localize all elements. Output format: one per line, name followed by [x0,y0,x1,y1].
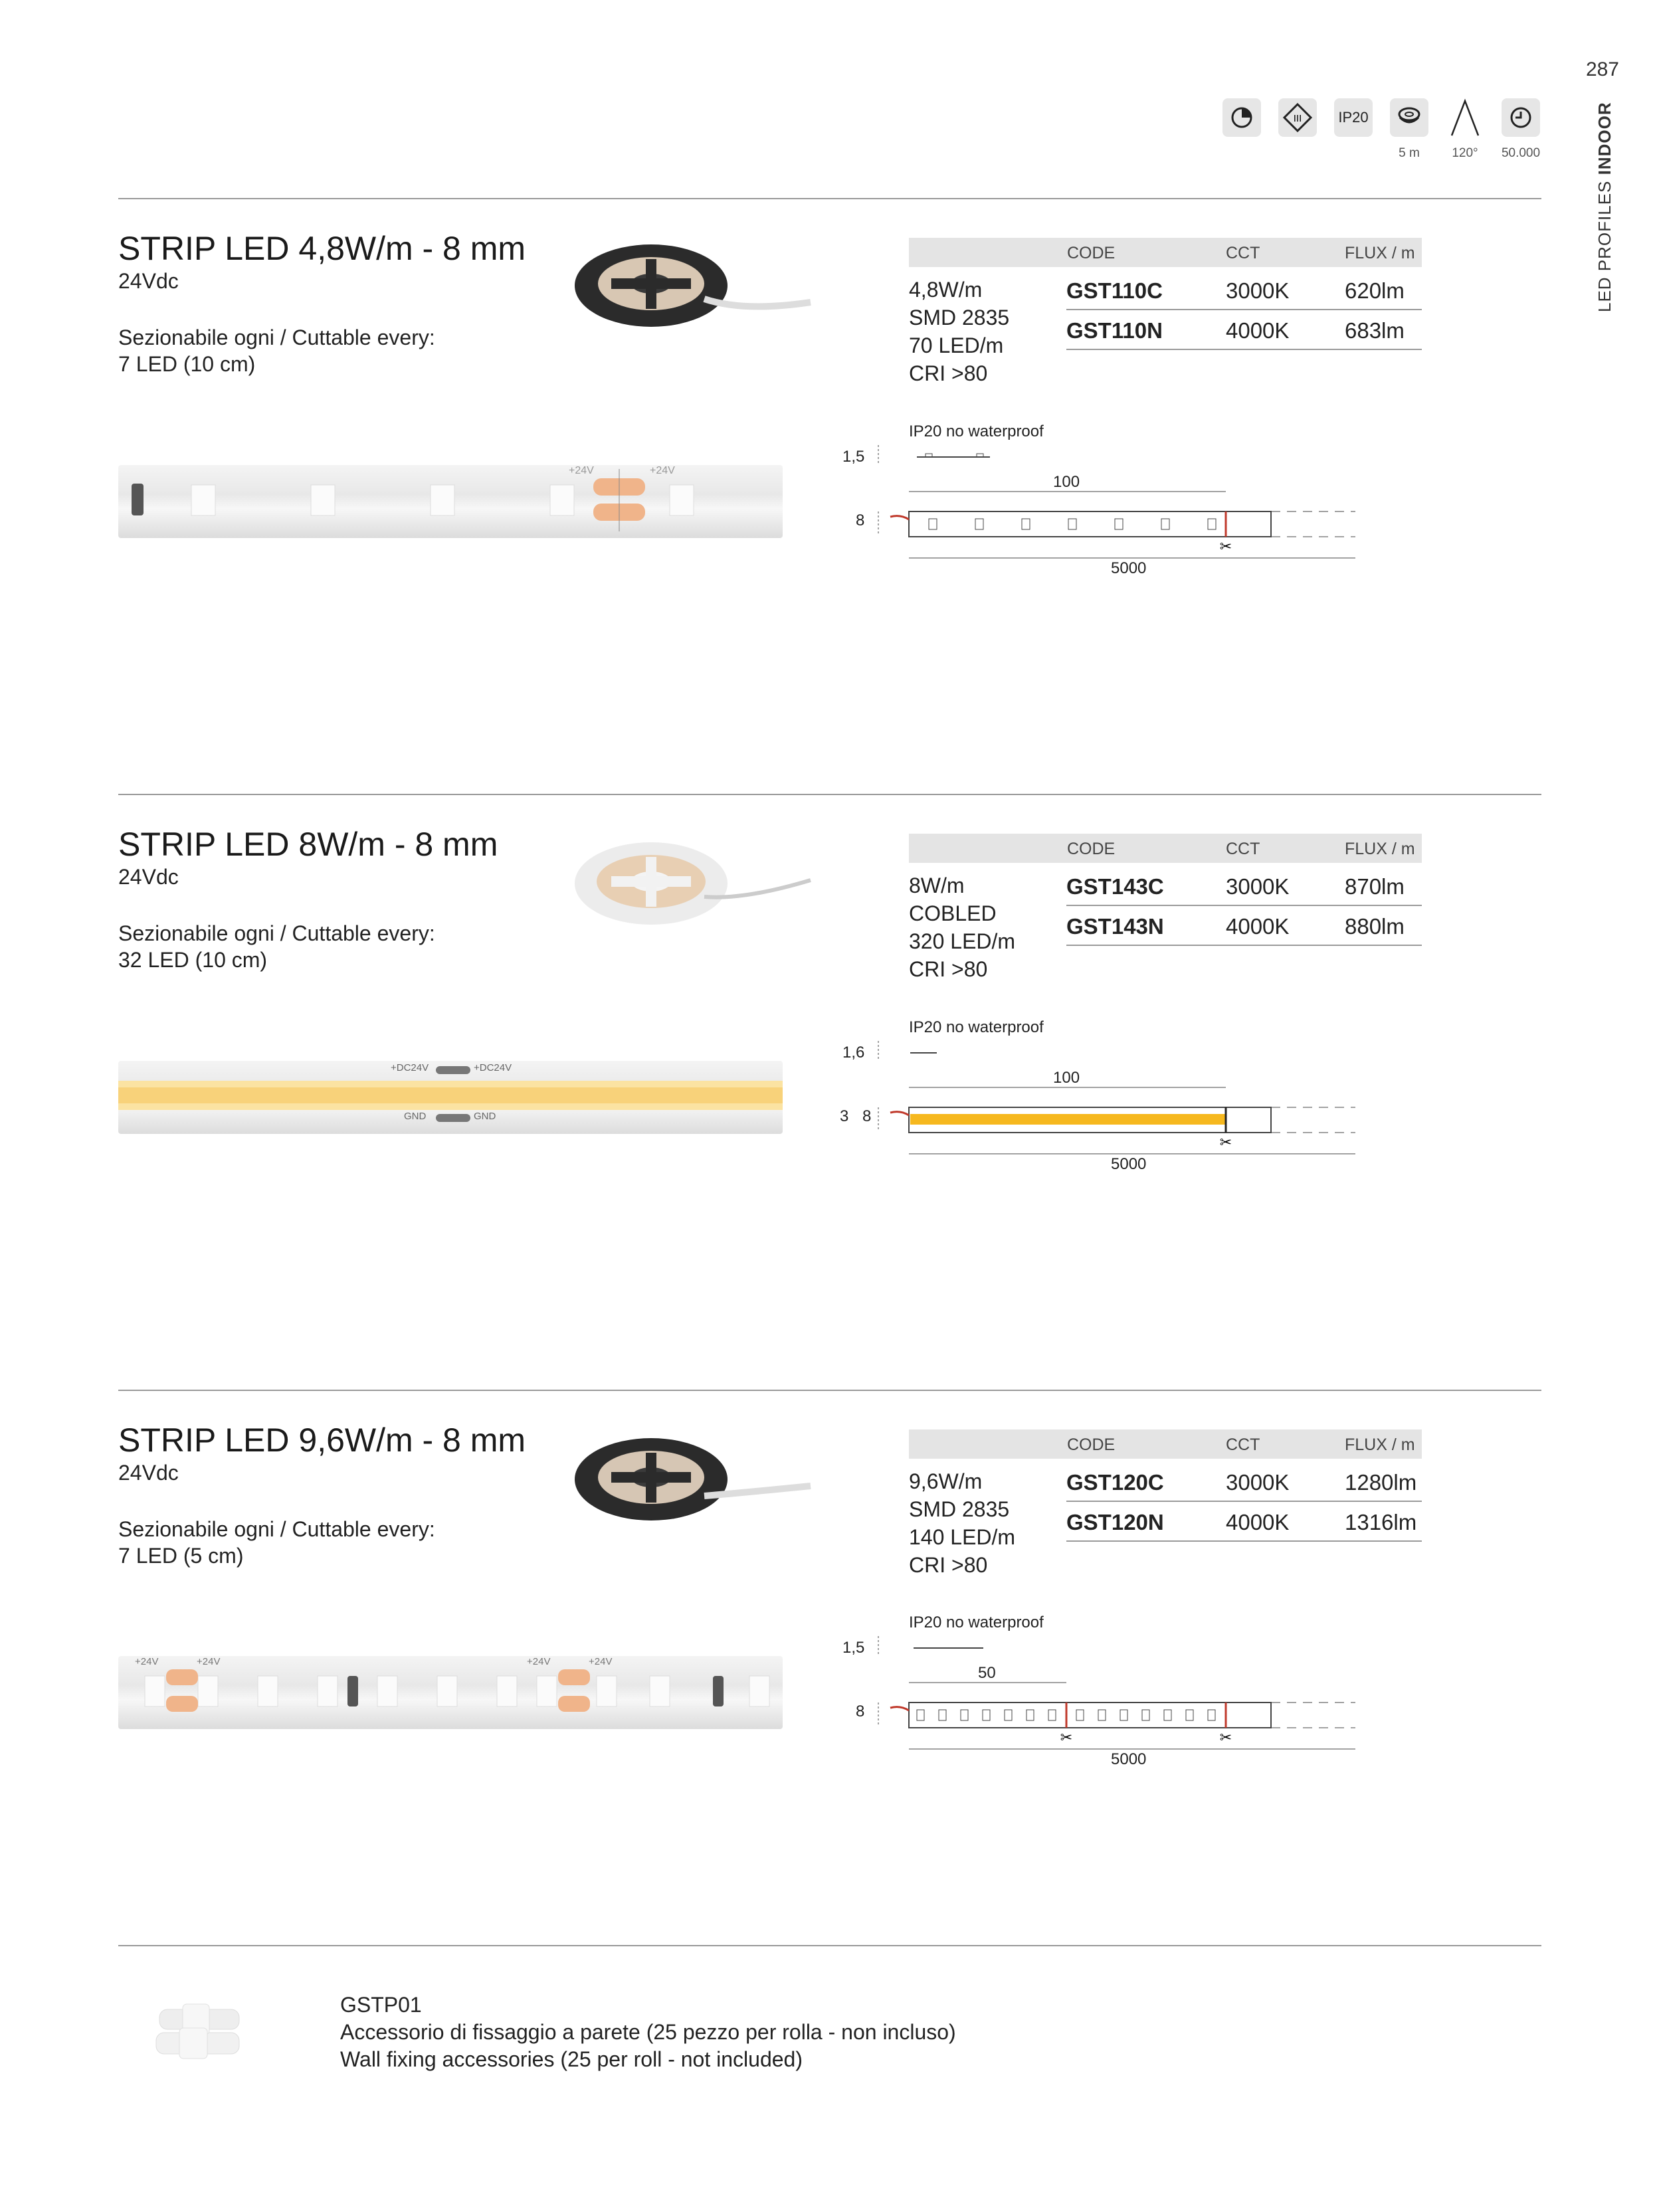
beam-angle-caption: 120° [1452,146,1478,160]
product-reel-image [571,236,817,335]
beam-angle-icon [1446,98,1484,160]
header-code: CODE [1067,244,1116,262]
photo-label: +DC24V [391,1062,429,1073]
accessory-description [340,1991,956,2073]
product-code: GST110C [1066,278,1163,303]
svg-text:✂: ✂ [1219,539,1232,555]
photo-label: GND [404,1111,427,1122]
table-header [909,834,1422,863]
table-row [1066,866,1422,906]
product-voltage: 24Vdc [118,1461,179,1485]
spec-density: 70 LED/m [909,333,1004,357]
product-title: STRIP LED 9,6W/m - 8 mm [118,1422,526,1459]
table-row [1066,310,1422,350]
cut-label: Sezionabile ogni / Cuttable every: [118,325,435,349]
header-code: CODE [1067,1435,1116,1454]
strip-drawing [864,1636,1362,1762]
cut-value: 32 LED (10 cm) [118,948,268,972]
product-flux: 1316lm [1345,1510,1417,1534]
photo-label: +24V [197,1656,221,1667]
spec-power: 8W/m [909,874,965,897]
spec-list [909,276,1009,387]
section-divider [118,1945,1541,1946]
table-row [1066,270,1422,310]
height-dim: 1,6 [842,1044,865,1061]
product-cct: 4000K [1226,914,1290,939]
spec-type: SMD 2835 [909,306,1010,329]
photo-label: +24V [135,1656,159,1667]
class-iii-icon [1278,98,1317,137]
spec-type: COBLED [909,901,997,925]
ip-rating-icon [1334,98,1373,137]
table-row [1066,906,1422,946]
product-voltage: 24Vdc [118,865,179,889]
ip-label: IP20 no waterproof [909,1018,1044,1036]
header-flux: FLUX / m [1345,244,1415,262]
height-dim: 1,5 [842,448,865,466]
cut-label: Sezionabile ogni / Cuttable every: [118,921,435,945]
accessory-image [146,1996,252,2069]
product-flux: 880lm [1345,914,1405,939]
strip-photo [118,465,783,538]
spec-power: 4,8W/m [909,278,983,302]
spec-density: 140 LED/m [909,1525,1016,1549]
spec-density: 320 LED/m [909,929,1016,953]
header-flux: FLUX / m [1345,840,1415,858]
inner-dim: 3 [840,1107,849,1125]
product-code: GST120N [1066,1510,1164,1534]
width-dim: 8 [856,511,865,529]
reel-length-caption: 5 m [1399,146,1420,160]
ip-label: IP20 no waterproof [909,1613,1044,1631]
photo-label: +DC24V [474,1062,512,1073]
lifetime-icon [1501,98,1541,160]
header-cct: CCT [1226,840,1260,858]
cut-value: 7 LED (10 cm) [118,352,256,376]
segment-dim: 50 [978,1664,996,1682]
photo-label: GND [474,1111,496,1122]
product-cct: 3000K [1226,874,1290,899]
segment-dim: 100 [1053,473,1080,491]
width-dim: 8 [856,1703,865,1720]
strip-photo [118,1061,783,1134]
section-divider [118,198,1541,199]
table-row [1066,1502,1422,1542]
strip-drawing [864,445,1362,571]
header-code: CODE [1067,840,1116,858]
section-divider [118,1390,1541,1391]
length-dim: 5000 [1111,559,1147,577]
section-divider [118,794,1541,795]
lifetime-caption: 50.000 [1501,146,1541,160]
ip-label: IP20 no waterproof [909,422,1044,440]
dimmable-icon [1222,98,1261,137]
header-flux: FLUX / m [1345,1435,1415,1454]
svg-text:✂: ✂ [1219,1730,1232,1746]
product-cct: 4000K [1226,1510,1290,1534]
cut-value: 7 LED (5 cm) [118,1544,244,1568]
strip-drawing [864,1041,1362,1167]
spec-cri: CRI >80 [909,361,988,385]
product-flux: 620lm [1345,278,1405,303]
product-code: GST110N [1066,318,1163,343]
page-number: 287 [1585,58,1619,80]
product-flux: 870lm [1345,874,1405,899]
svg-text:✂: ✂ [1219,1135,1232,1151]
strip-photo [118,1656,783,1729]
photo-label: +24V [650,465,675,476]
product-code: GST120C [1066,1470,1164,1495]
section-label: LED PROFILES INDOOR [1595,102,1614,312]
cut-label: Sezionabile ogni / Cuttable every: [118,1517,435,1541]
accessory-code: GSTP01 [340,1993,422,2017]
feature-icons [1222,98,1541,160]
segment-dim: 100 [1053,1069,1080,1087]
ip-rating-label: IP20 [1338,109,1369,126]
table-row [1066,1462,1422,1502]
spec-type: SMD 2835 [909,1497,1010,1521]
product-code: GST143C [1066,874,1164,899]
reel-length-icon [1390,98,1428,160]
spec-list [909,1467,1015,1579]
height-dim: 1,5 [842,1639,865,1657]
product-cct: 4000K [1226,318,1290,343]
spec-cri: CRI >80 [909,1553,988,1577]
photo-label: +24V [527,1656,551,1667]
spec-cri: CRI >80 [909,957,988,981]
photo-label: +24V [589,1656,613,1667]
product-code: GST143N [1066,914,1164,939]
svg-text:✂: ✂ [1060,1730,1073,1746]
width-dim: 8 [862,1107,872,1125]
length-dim: 5000 [1111,1750,1147,1768]
photo-label: +24V [569,465,594,476]
product-voltage: 24Vdc [118,269,179,293]
product-cct: 3000K [1226,1470,1290,1495]
product-flux: 683lm [1345,318,1405,343]
product-flux: 1280lm [1345,1470,1417,1495]
svg-text:III: III [1293,113,1302,124]
header-cct: CCT [1226,1435,1260,1454]
header-cct: CCT [1226,244,1260,262]
table-header [909,238,1422,267]
table-header [909,1429,1422,1459]
product-reel-image [571,1429,817,1529]
product-cct: 3000K [1226,278,1290,303]
product-reel-image [571,834,817,933]
spec-power: 9,6W/m [909,1469,983,1493]
spec-list [909,872,1015,983]
product-title: STRIP LED 8W/m - 8 mm [118,826,498,863]
accessory-line-it: Accessorio di fissaggio a parete (25 pezzo per rolla - non incluso) [340,2020,956,2044]
length-dim: 5000 [1111,1155,1147,1173]
product-title: STRIP LED 4,8W/m - 8 mm [118,230,526,267]
accessory-line-en: Wall fixing accessories (25 per roll - not included) [340,2047,803,2071]
